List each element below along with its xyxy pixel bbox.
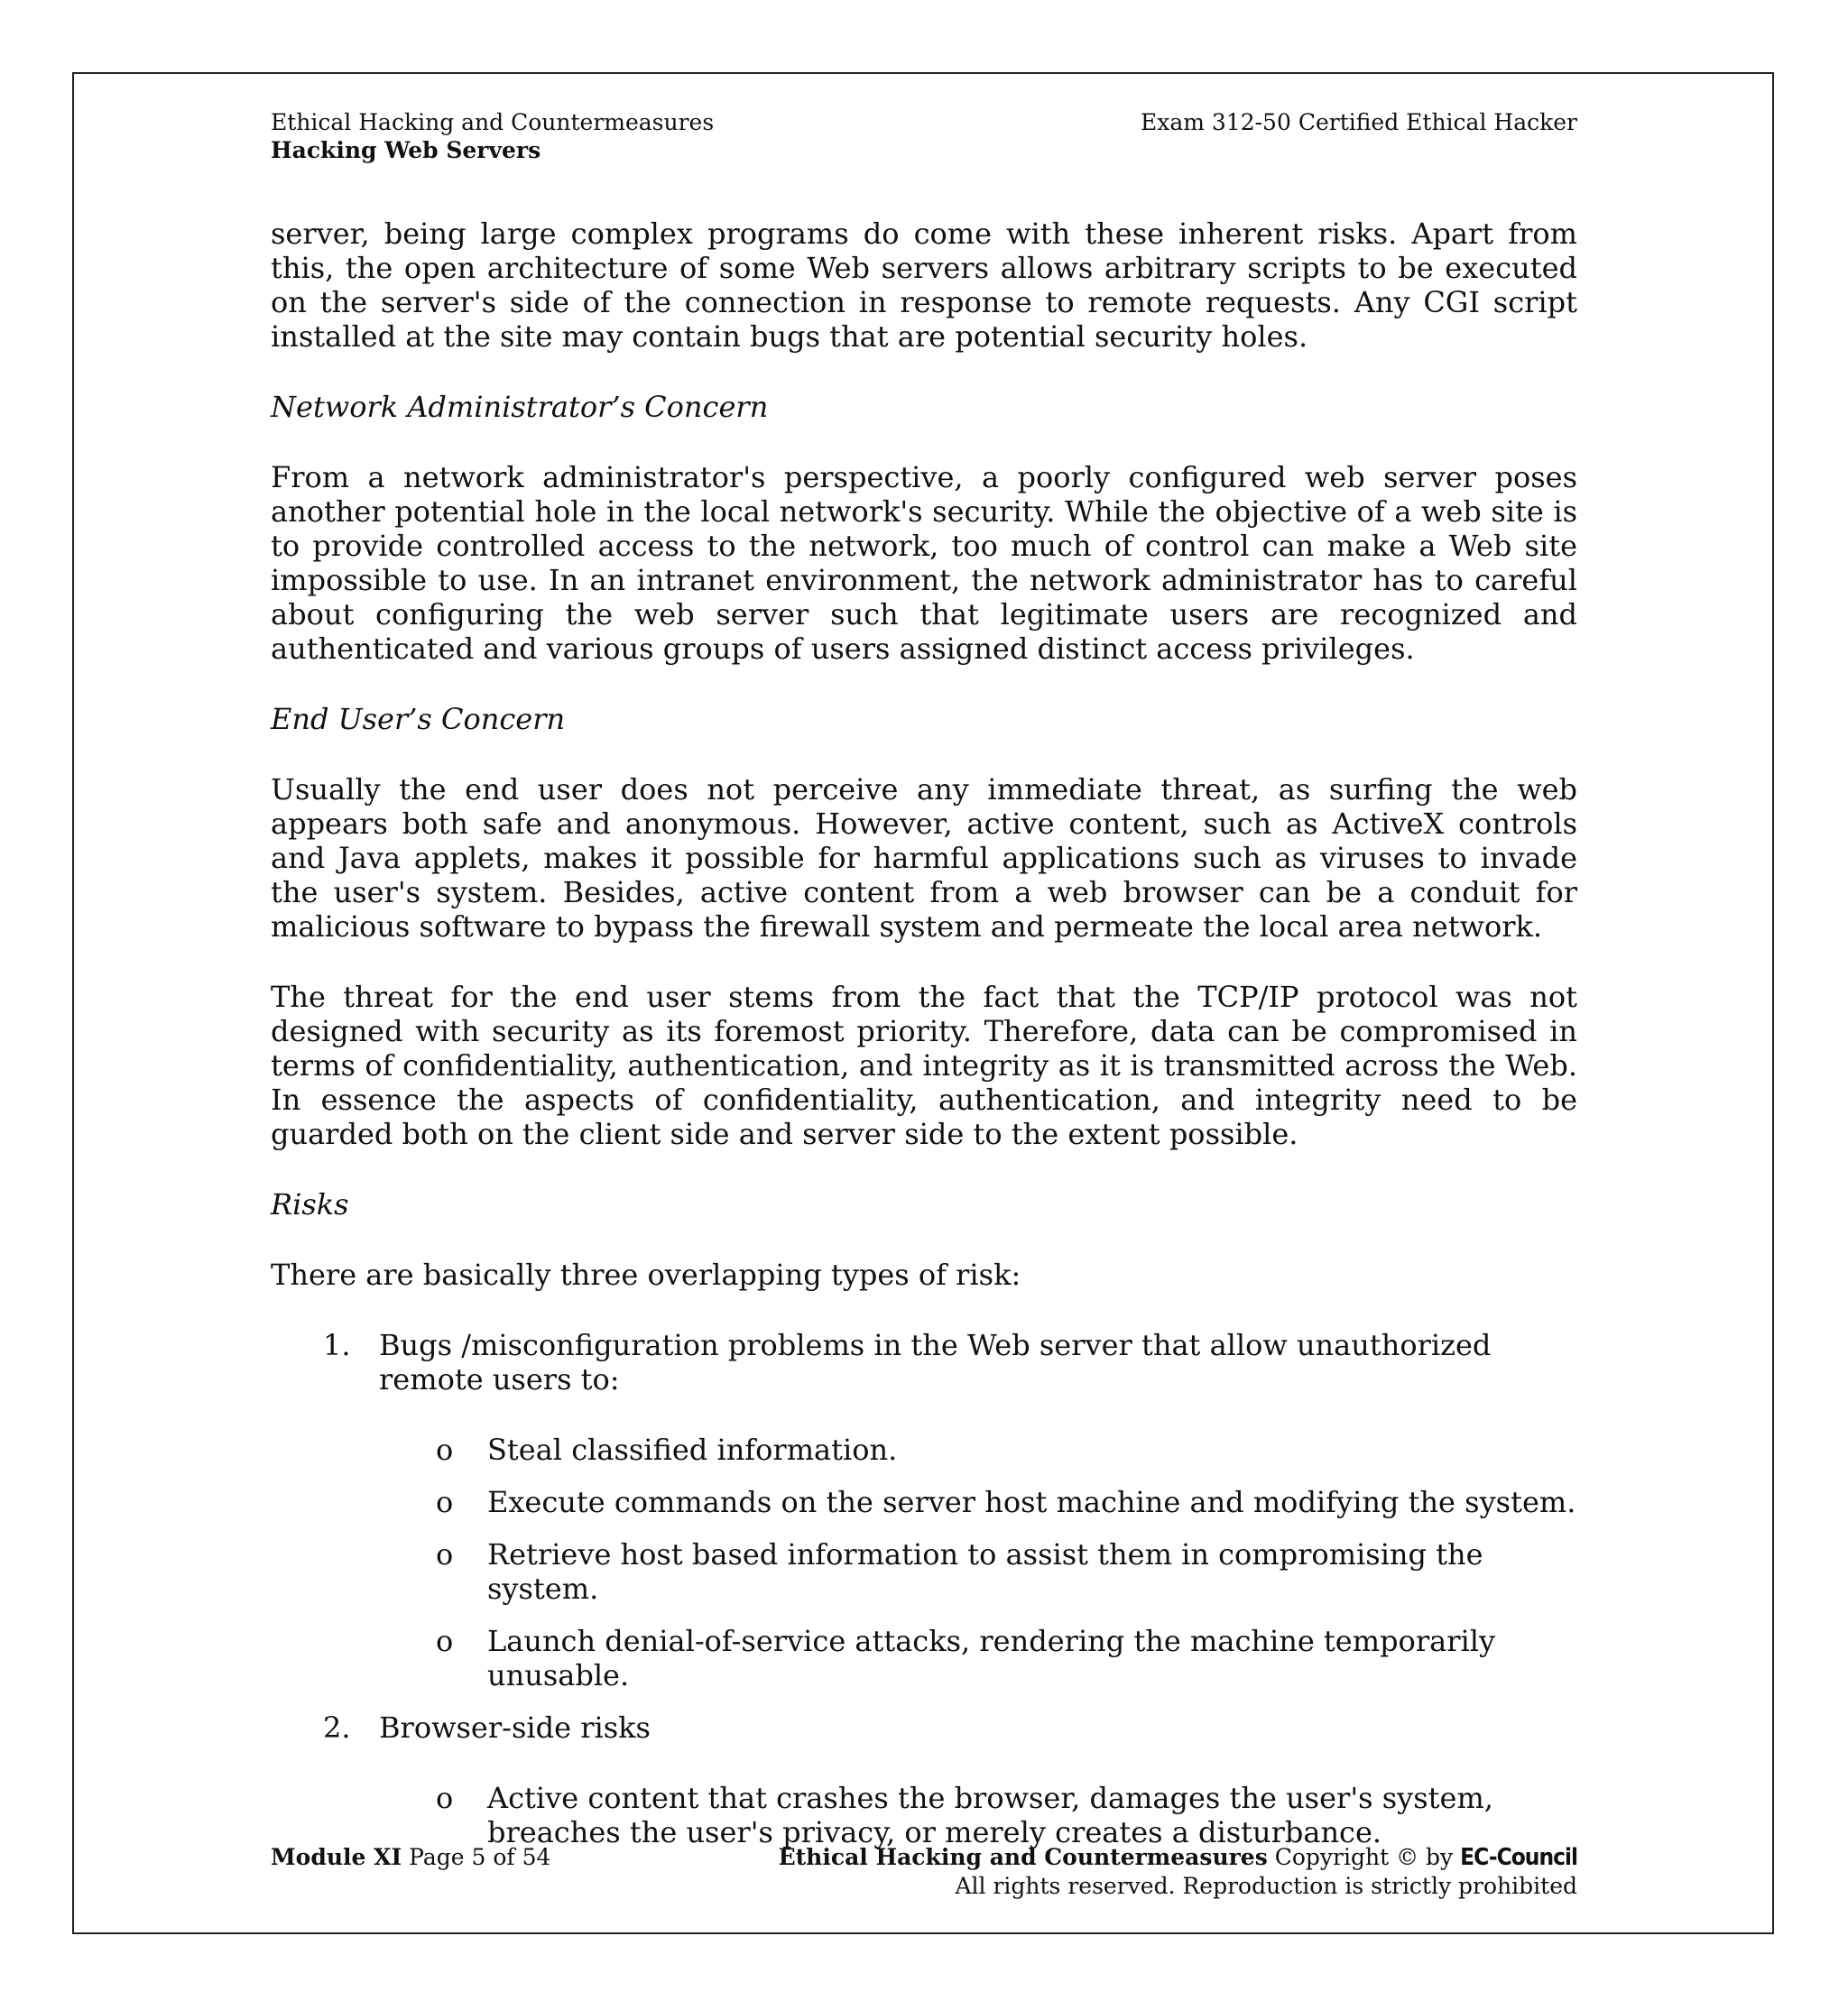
hollow-bullet-icon: o xyxy=(436,1485,454,1519)
list-item xyxy=(271,1781,1577,1849)
header-course-title: Ethical Hacking and Countermeasures xyxy=(271,109,715,135)
hollow-bullet-icon: o xyxy=(436,1537,454,1572)
hollow-bullet-icon: o xyxy=(436,1781,454,1815)
footer-copyright-block xyxy=(779,1843,1577,1900)
end-user-paragraph-2: The threat for the end user stems from the fact that the TCP/IP protocol was not designed with security as its foremost priority. Therefore, data can be compromised in terms of confidentiality, authentication, and integrity as it is transmitted across the Web. In essence the aspects of confidentiality, authentication, and integrity need to be guarded both on the client side and server side to the extent possible. xyxy=(271,980,1577,1151)
risks-intro-paragraph: There are basically three overlapping types of risk: xyxy=(271,1258,1021,1292)
list-item-text: Bugs /misconfiguration problems in the Web server that allow unauthorized remote users to: xyxy=(379,1328,1492,1397)
risk-item-1 xyxy=(271,1328,1577,1397)
list-item-text: Steal classified information. xyxy=(487,1433,898,1467)
hollow-bullet-icon: o xyxy=(436,1433,454,1467)
footer-page-info xyxy=(271,1843,550,1900)
intro-paragraph: server, being large complex programs do come with these inherent risks. Apart from this, the open architecture of some Web servers allows arbitrary scripts to be executed on the server's side of the connection in response to remote requests. Any CGI script installed at the site may contain bugs that are potential security holes. xyxy=(271,217,1577,354)
list-item-text: Browser-side risks xyxy=(379,1710,651,1745)
risk-item-2 xyxy=(271,1710,1577,1745)
end-user-paragraph-1: Usually the end user does not perceive any immediate threat, as surfing the web appears both safe and anonymous. However, active content, such as ActiveX controls and Java applets, makes it possible for harmful applications such as viruses to invade the user's system. Besides, active content from a web browser can be a conduit for malicious software to bypass the firewall system and permeate the local area network. xyxy=(271,772,1577,944)
list-item xyxy=(271,1433,1577,1467)
risk-list xyxy=(271,1328,1577,1849)
hollow-bullet-icon: o xyxy=(436,1624,454,1658)
footer-copyright: Copyright © by xyxy=(1274,1844,1454,1870)
list-item-text: Execute commands on the server host machine and modifying the system. xyxy=(487,1485,1576,1519)
footer-page-number: Page 5 of 54 xyxy=(409,1844,551,1870)
list-number: 1. xyxy=(323,1328,351,1362)
footer-book-title: Ethical Hacking and Countermeasures xyxy=(778,1844,1268,1870)
footer-module-label: Module XI xyxy=(271,1844,402,1870)
list-item xyxy=(271,1537,1577,1606)
header-exam-title: Exam 312-50 Certified Ethical Hacker xyxy=(1140,109,1577,135)
header-chapter-title: Hacking Web Servers xyxy=(271,137,541,163)
page-body xyxy=(271,217,1577,1867)
list-item xyxy=(271,1624,1577,1692)
list-item-text: Launch denial-of-service attacks, rendering the machine temporarily unusable. xyxy=(487,1624,1496,1692)
list-item-text: Active content that crashes the browser, damages the user's system, breaches the user's privacy, or merely creates a disturbance. xyxy=(487,1781,1493,1849)
risk-item-2-sublist xyxy=(271,1781,1577,1849)
page-footer xyxy=(271,1843,1577,1900)
page-header xyxy=(271,108,1577,164)
list-item xyxy=(271,1485,1577,1519)
section-heading-network-admin: Network Administrator’s Concern xyxy=(271,390,769,424)
list-number: 2. xyxy=(323,1710,351,1745)
ec-council-logo: EC-Council xyxy=(1460,1844,1577,1871)
footer-rights: All rights reserved. Reproduction is strictly prohibited xyxy=(955,1873,1577,1899)
network-admin-paragraph: From a network administrator's perspective, a poorly configured web server poses another potential hole in the local network's security. While the objective of a web site is to provide controlled access to the network, too much of control can make a Web site impossible to use. In an intranet environment, the network administrator has to careful about configuring the web server such that legitimate users are recognized and authenticated and various groups of users assigned distinct access privileges. xyxy=(271,460,1577,666)
list-item-text: Retrieve host based information to assist them in compromising the system. xyxy=(487,1537,1483,1606)
risk-item-1-sublist xyxy=(271,1433,1577,1692)
section-heading-risks: Risks xyxy=(271,1187,349,1222)
section-heading-end-user: End User’s Concern xyxy=(271,702,566,736)
